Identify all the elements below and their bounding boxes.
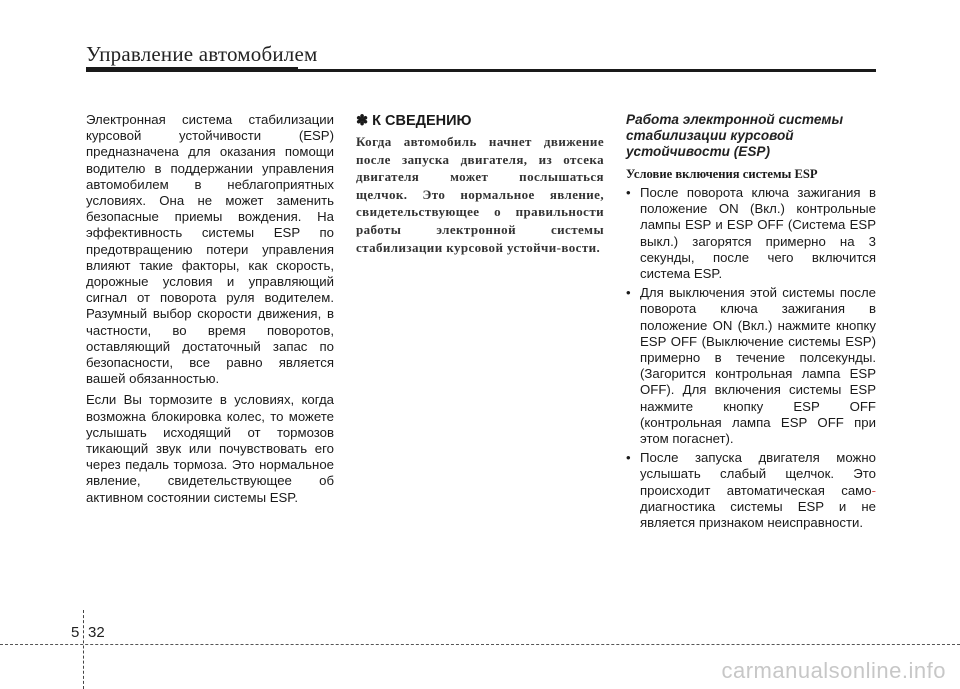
- bullet-icon: •: [626, 450, 631, 466]
- bullet-icon: •: [626, 285, 631, 301]
- chapter-number: 5: [71, 624, 80, 641]
- bullet-text: Для выключения этой системы после поворота ключа зажигания в положение ON (Вкл.) нажмите кнопку ESP OFF (Выключение системы ESP) примерно в течение полсекунды. (Загорится контрольная лампа ESP OFF). Для включения системы ESP нажмите кнопку ESP OFF (контрольная лампа ESP OFF при этом погаснет).: [640, 285, 876, 447]
- section-title: Работа электронной системы стабилизации курсовой устойчивости (ESP): [626, 112, 844, 159]
- header-rule-accent: [86, 67, 298, 72]
- esp-braking-paragraph: Если Вы тормозите в условиях, когда возможна блокировка колес, то можете услышать исходящий от тормозов тикающий звук или почувствовать его через педаль тормоза. Это нормальное явление, свидетельствующее об активном состоянии системы ESP.: [86, 392, 334, 505]
- condition-list: [626, 185, 876, 531]
- bullet-text-part: После запуска двигателя можно услышать слабый щелчок. Это происходит автоматическая само: [640, 450, 876, 498]
- condition-title: Условие включения системы ESP: [626, 167, 818, 181]
- crop-mark-vertical: [83, 610, 84, 689]
- list-item: [626, 185, 876, 282]
- bullet-text: После поворота ключа зажигания в положение ON (Вкл.) контрольные лампы ESP и ESP OFF (Система ESP выкл.) загорятся примерно на 3 секунды, после чего включится система ESP.: [640, 185, 876, 282]
- header-title: Управление автомобилем: [86, 42, 318, 66]
- esp-intro-paragraph: Электронная система стабилизации курсовой устойчивости (ESP) предназначена для оказания помощи водителю в поддержании управления автомобилем в неблагоприятных условиях. Она не может заменить безопасные приемы вождения. На эффективность системы ESP по предотвращению потери управления влияют такие факторы, как скорость, дорожные условия и управляющий сигнал от поворота руля водителем. Разумный выбор скорости движения, в частности, во время поворотов, оставляющий достаточный запас по безопасности, все равно является вашей обязанностью.: [86, 112, 334, 387]
- watermark: carmanualsonline.info: [721, 658, 946, 683]
- column-left: [86, 112, 334, 511]
- list-item: [626, 285, 876, 447]
- crop-mark-horizontal: [0, 644, 960, 645]
- red-hyphen: -: [871, 482, 876, 498]
- bullet-text: [640, 450, 876, 530]
- column-middle: [356, 112, 604, 256]
- column-right: [626, 112, 876, 534]
- page-number: 32: [88, 624, 105, 641]
- note-heading: [356, 112, 604, 130]
- note-title: К СВЕДЕНИЮ: [372, 113, 472, 129]
- bullet-icon: •: [626, 185, 631, 200]
- note-star-icon: ✽: [356, 113, 369, 129]
- list-item: [626, 450, 876, 531]
- bullet-text-part: диагностика системы ESP и не является признаком неисправности.: [640, 498, 876, 531]
- note-body: Когда автомобиль начнет движение после запуска двигателя, из отсека двигателя может послышаться щелчок. Это нормальное явление, свидетельствующее о правильности работы электронной системы стабилизации курсовой устойчи-вости.: [356, 134, 604, 255]
